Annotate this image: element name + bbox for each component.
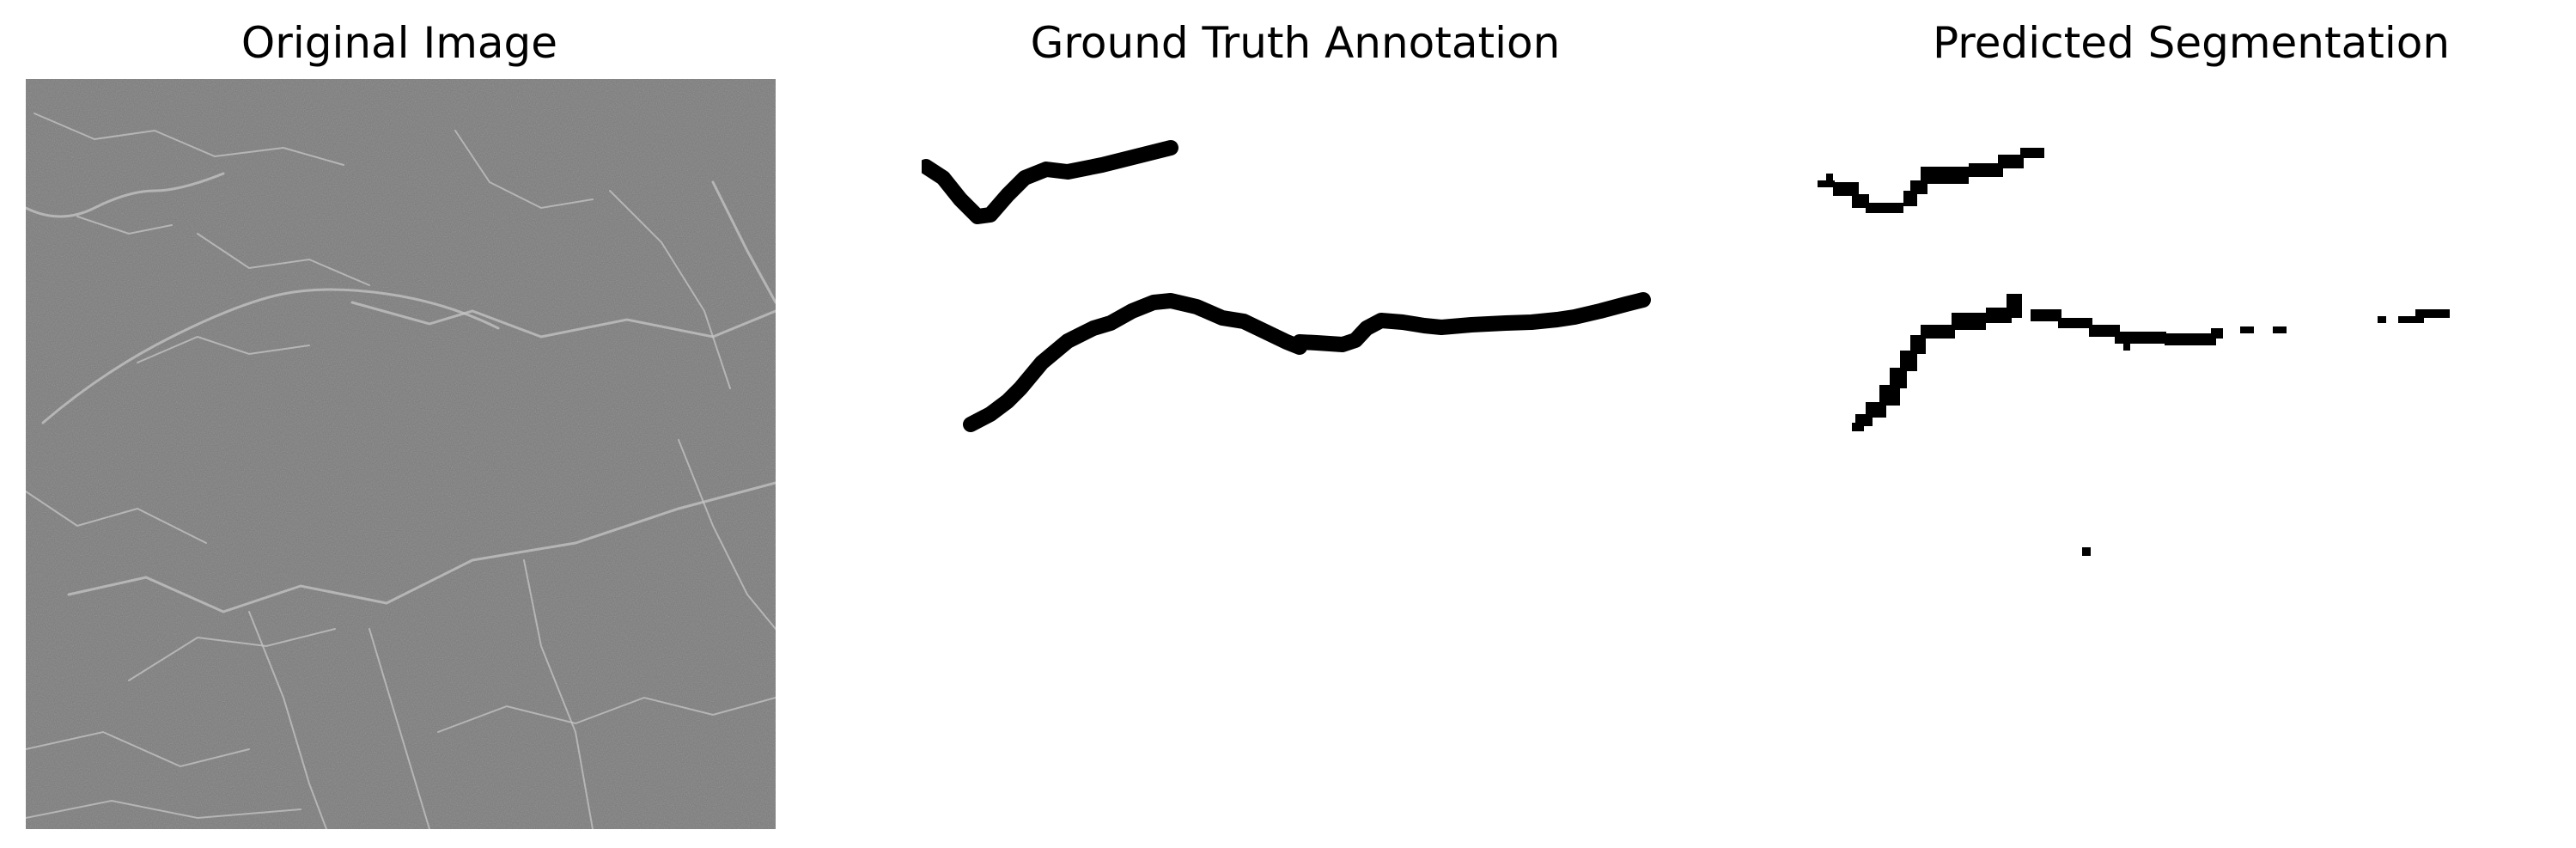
annotation-crack-top <box>926 148 1171 217</box>
annotation-strokes <box>926 148 1643 424</box>
predicted-pixel <box>2058 318 2092 328</box>
annotation-crack-lower-right <box>1300 300 1643 345</box>
predicted-pixel <box>1826 174 1833 182</box>
predicted-pixel <box>1921 325 1955 339</box>
predicted-segmentation-title: Predicted Segmentation <box>1932 18 2451 68</box>
predicted-pixel <box>2115 332 2166 344</box>
predicted-pixel <box>2123 342 2130 351</box>
predicted-pixel <box>1833 182 1859 196</box>
annotation-crack-lower-left <box>971 301 1300 424</box>
predicted-pixel <box>1952 313 1986 330</box>
predicted-pixel <box>2031 309 2061 321</box>
predicted-pixel <box>2165 333 2216 345</box>
original-image-canvas <box>26 79 776 829</box>
predicted-pixel <box>2020 148 2044 158</box>
predicted-mask <box>1818 79 2567 829</box>
predicted-pixel <box>2415 309 2450 318</box>
predicted-pixel <box>1866 203 1903 213</box>
predicted-pixel <box>1998 155 2024 168</box>
predicted-pixels <box>1818 148 2450 556</box>
ground-truth-canvas <box>922 79 1672 829</box>
predicted-pixel <box>2240 326 2254 333</box>
predicted-pixel <box>1921 167 1969 184</box>
predicted-pixel <box>2378 316 2386 323</box>
predicted-pixel <box>2082 547 2091 556</box>
original-image <box>26 79 776 829</box>
original-image-title: Original Image <box>241 18 558 68</box>
predicted-pixel <box>2007 294 2022 318</box>
ground-truth-mask <box>922 79 1672 829</box>
ground-truth-title: Ground Truth Annotation <box>1030 18 1561 68</box>
predicted-pixel <box>2211 328 2223 339</box>
predicted-canvas <box>1818 79 2567 829</box>
predicted-pixel <box>2273 326 2287 333</box>
